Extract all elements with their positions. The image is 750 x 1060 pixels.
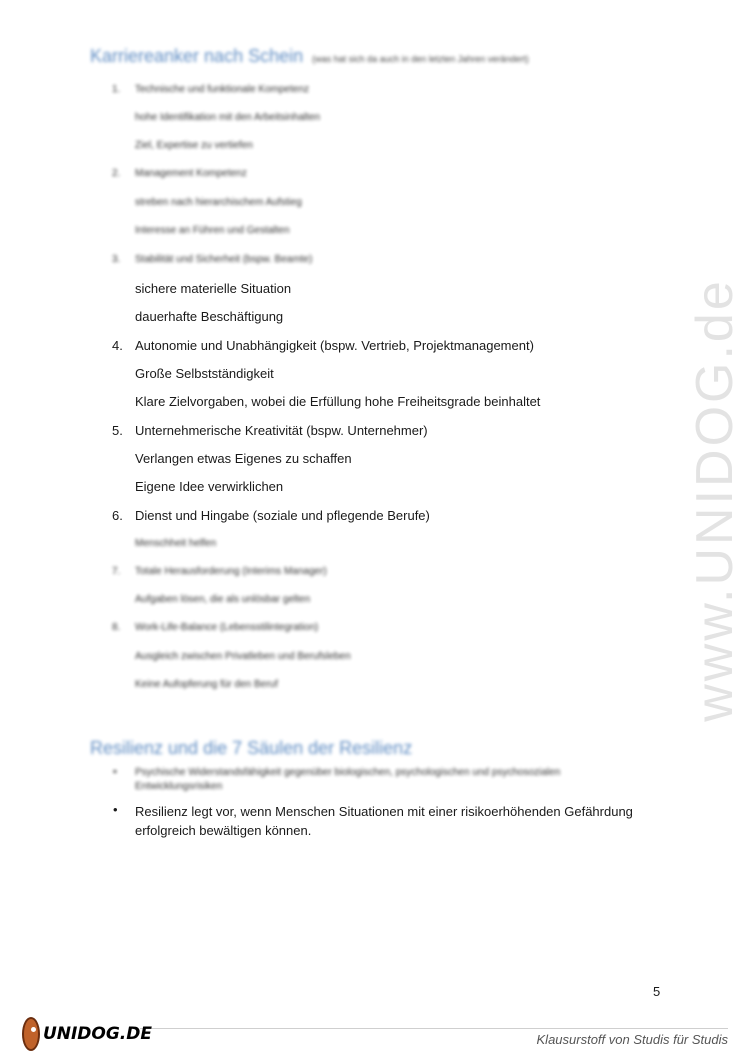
list-subitem: Interesse an Führen und Gestalten bbox=[135, 225, 290, 236]
list-subitem: Ziel, Expertise zu vertiefen bbox=[135, 140, 253, 151]
unidog-logo bbox=[22, 1016, 152, 1052]
bullet-icon: • bbox=[113, 766, 117, 778]
section-title-karriereanker bbox=[90, 46, 529, 67]
bullet-text: Psychische Widerstandsfähigkeit gegenüber biologischen, psychologischen und psychosozialen Entwicklungsrisiken bbox=[135, 767, 561, 792]
list-subitem: sichere materielle Situation bbox=[135, 281, 292, 296]
list-subitem: Eigene Idee verwirklichen bbox=[135, 479, 284, 494]
list-subitem: Klare Zielvorgaben, wobei die Erfüllung hohe Freiheitsgrade beinhaltet bbox=[135, 394, 541, 409]
list-number: 3. bbox=[112, 254, 121, 265]
list-subitem: streben nach hierarchischem Aufstieg bbox=[135, 197, 302, 208]
list-subitem: hohe Identifikation mit den Arbeitsinhalten bbox=[135, 112, 321, 123]
list-subitem: dauerhafte Beschäftigung bbox=[135, 309, 284, 324]
list-item-label: Totale Herausforderung (Interims Manager) bbox=[135, 566, 327, 577]
list-number: 5. bbox=[112, 423, 123, 438]
logo-text: UNIDOG.DE bbox=[42, 1024, 152, 1044]
list-subitem: Große Selbstständigkeit bbox=[135, 366, 274, 381]
list-subitem: Keine Aufopferung für den Beruf bbox=[135, 679, 278, 690]
section-subtitle: (was hat sich da auch in den letzten Jahren verändert) bbox=[312, 54, 529, 64]
list-number: 8. bbox=[112, 622, 121, 633]
list-subitem: Menschheit helfen bbox=[135, 538, 217, 549]
list-number: 7. bbox=[112, 566, 121, 577]
list-item-label: Dienst und Hingabe (soziale und pflegende Berufe) bbox=[135, 508, 430, 523]
page-number: 5 bbox=[653, 984, 661, 999]
list-item-label: Stabilität und Sicherheit (bspw. Beamte) bbox=[135, 254, 313, 265]
list-number: 4. bbox=[112, 338, 123, 353]
list-number: 6. bbox=[112, 508, 123, 523]
footer-divider bbox=[140, 1028, 728, 1029]
watermark-text: www.UNIDOG.de bbox=[686, 278, 744, 722]
list-number: 2. bbox=[112, 168, 121, 179]
dog-mascot-icon bbox=[22, 1017, 40, 1051]
section-title-text: Karriereanker nach Schein bbox=[90, 46, 304, 66]
list-item-label: Unternehmerische Kreativität (bspw. Unternehmer) bbox=[135, 423, 428, 438]
watermark bbox=[640, 250, 750, 750]
list-number: 1. bbox=[112, 84, 121, 95]
list-subitem: Aufgaben lösen, die als unlösbar gelten bbox=[135, 594, 311, 605]
footer-slogan: Klausurstoff von Studis für Studis bbox=[536, 1032, 728, 1047]
list-item-label: Technische und funktionale Kompetenz bbox=[135, 84, 310, 95]
bullet-icon: • bbox=[113, 802, 118, 817]
section-title-resilienz: Resilienz und die 7 Säulen der Resilienz bbox=[90, 738, 413, 758]
list-item-label: Work-Life-Balance (Lebensstilintegration) bbox=[135, 622, 319, 633]
list-item-label: Autonomie und Unabhängigkeit (bspw. Vertrieb, Projektmanagement) bbox=[135, 338, 534, 353]
list-subitem: Verlangen etwas Eigenes zu schaffen bbox=[135, 451, 352, 466]
list-item-label: Management Kompetenz bbox=[135, 168, 247, 179]
list-subitem: Ausgleich zwischen Privatleben und Berufsleben bbox=[135, 651, 351, 662]
bullet-text: Resilienz legt vor, wenn Menschen Situationen mit einer risikoerhöhenden Gefährdung erfolgreich bewältigen können. bbox=[135, 804, 633, 838]
